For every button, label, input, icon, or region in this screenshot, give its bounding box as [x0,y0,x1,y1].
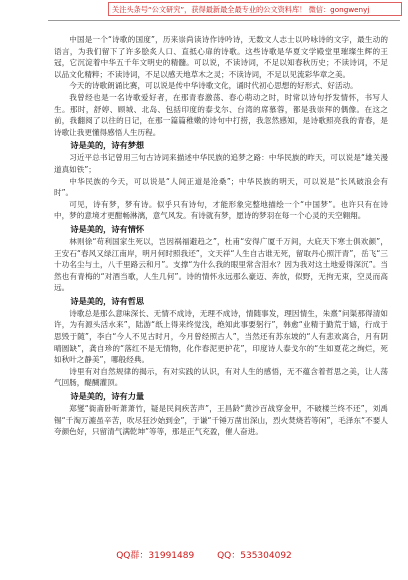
document-body [54,34,388,438]
header-banner: 关注头条号“公文研究”，获得最新最全最专业的公文资料库！ 微信：gongwenyj [108,2,402,16]
header-divider [48,20,400,21]
section-heading: 诗是美的，诗有情怀 [70,223,145,234]
paragraph: 中国是一个“诗歌的国度”，历来崇尚读诗作诗吟诗，无数文人志士以吟咏诗的文字，最生动的语言，为我们留下了许多脍炙人口、直抵心扉的诗歌。这些诗歌是华夏文学殿堂里璀璨生辉的王冠，它沉淀着中华五千年文明史的精髓。可以说，不读诗词，不足以知春秋历史；不读诗词，不足以品文化精粹；不读诗词，不足以感天地草木之灵；不读诗词，不足以见流彩华章之美。 [54,35,388,79]
section-heading: 诗是美的，诗有梦想 [70,140,145,151]
section-heading: 诗是美的，诗有哲思 [70,295,145,306]
footer-contact [0,548,408,562]
footer-qq: QQ：535304092 [217,551,292,561]
paragraph: 今天的诗歌朗诵比赛，可以说是传中华诗歌文化，诵时代初心思想的好形式、好活动。 [69,81,358,91]
paragraph: 中华民族的今天，可以说是“人间正道是沧桑”；中华民族的明天，可以说是“长风破浪会有时”。 [54,176,388,198]
footer-qq-group: QQ群：31991489 [116,551,195,561]
paragraph: 郑燮“衙斋卧听萧萧竹，疑是民间疾苦声”，王昌龄“黄沙百战穿金甲，不破楼兰终不还”，刘禹锡“千淘万漉虽辛苦，吹尽狂沙始到金”，于谦“千锤万凿出深山，烈火焚烧若等闲”，毛泽东“不要人夸颜色好，只留清气满乾坤”等等，那是正气充盈，催人奋进。 [54,404,388,437]
paragraph: 诗歌总是那么意味深长、无情不成诗，无理不成诗，情随事发，理因情生，朱熹“问渠那得清如许，为有源头活水来”，陆游“纸上得来终觉浅，绝知此事要躬行”，韩愈“业精于勤荒于嬉，行成于思毁于随”，李白“今人不见古时月，今月曾经照古人”，当然还有苏东坡的“人有悲欢离合，月有阴晴圆缺”，龚自珍的“落红不是无情物，化作春泥更护花”，印度诗人泰戈尔的“生如夏花之绚烂，死如秋叶之静美”，哪般经典。 [54,308,388,365]
paragraph: 诗里有对自然规律的揭示，有对实践的认识，有对人生的感悟，无不蕴含着哲思之美，让人荡气回肠，醍醐灌顶。 [54,366,388,388]
section-heading: 诗是美的，诗有力量 [70,391,145,402]
paragraph: 林则徐“苟利国家生死以，岂因祸福避趋之”，杜甫“安得广厦千万间，大庇天下寒士俱欢颜”，王安石“春风又绿江南岸，明月何时照我还”，文天祥“人生自古谁无死，留取丹心照汗青”，岳飞“三十功名尘与土，八千里路云和月”。支撑“为什么我的眼里常含泪水？因为我对这土地爱得深沉”。当然也有青梅的“对酒当歌，人生几何”。诗的情怀永远那么豪迈、奔放，似野，无拘无束，空灵而高远。 [54,236,388,293]
paragraph: 可见，诗有梦，梦有诗。似乎只有诗句，才能形象完整地描绘一个“中国梦”。也许只有在诗中，梦的意境才更酣畅淋漓，意气风发。有诗就有梦，愿诗的梦羽在每一个心灵的天空翱翔。 [54,199,388,221]
paragraph: 习近平总书记曾用三句古诗词来描述中华民族的追梦之路：中华民族的昨天，可以说是“雄关漫道真如铁”； [54,153,388,174]
paragraph: 我曾经也是一名诗歌爱好者，在那青春激荡、春心萌动之时，时常以诗句抒发情怀，书写人生。那时，舒婷、顾城、北岛、包括印度的泰戈尔、台湾的席慕蓉，都是我崇拜的偶像。在这之前，我翻阅了以往的日记，在那一篇篇稚嫩的诗句中打捞，我忽然感知，是诗歌照亮我的青春，是诗歌让我更懂得感悟人生历程。 [54,92,388,137]
